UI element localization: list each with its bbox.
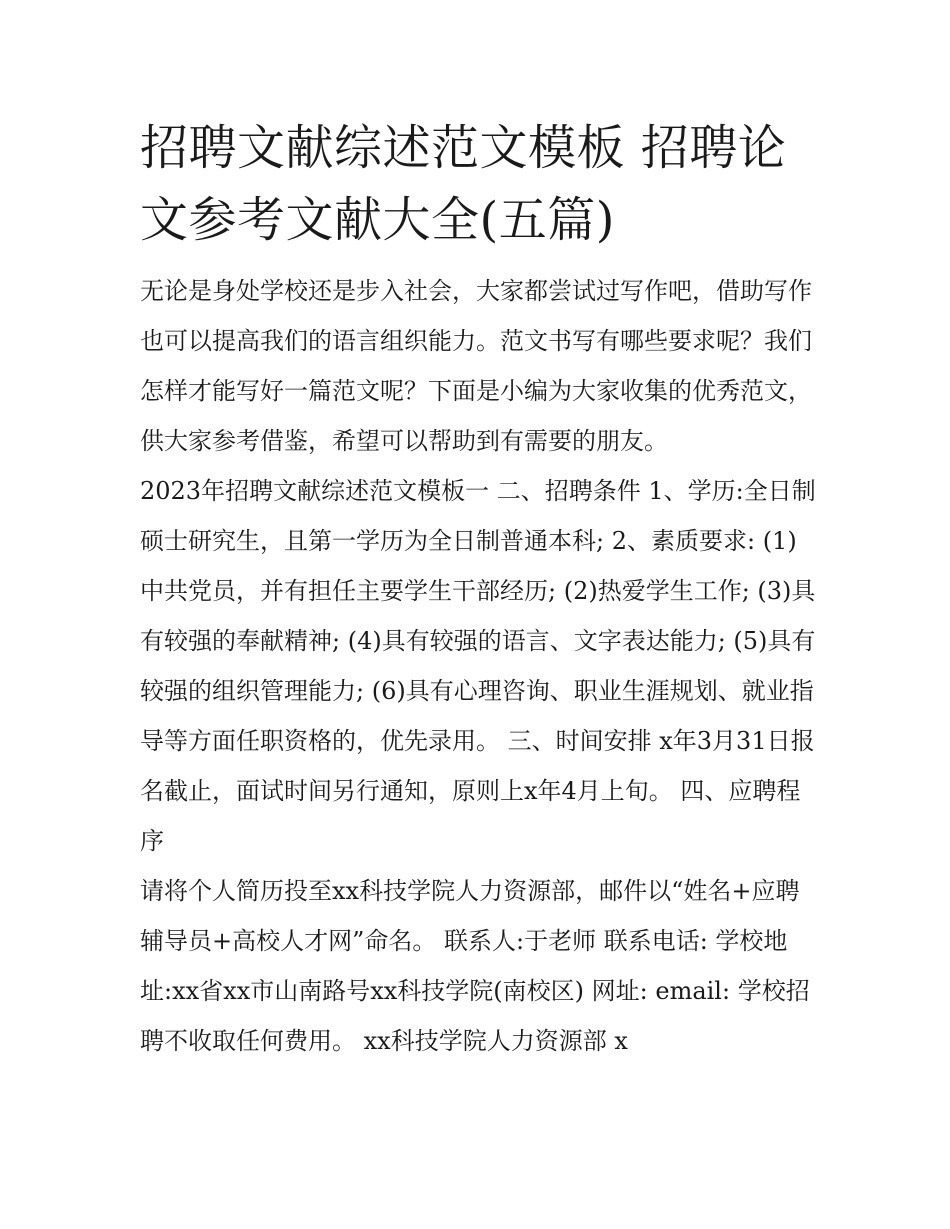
intro-paragraph: 无论是身处学校还是步入社会，大家都尝试过写作吧，借助写作也可以提高我们的语言组织能力。范文书写有哪些要求呢？我们怎样才能写好一篇范文呢？下面是小编为大家收集的优秀范文，供大家参考借鉴，希望可以帮助到有需要的朋友。: [140, 277, 812, 455]
document-title: 招聘文献综述范文模板 招聘论文参考文献大全(五篇): [140, 120, 787, 248]
document-page: [140, 112, 820, 1066]
application-contact-paragraph: 请将个人简历投至xx科技学院人力资源部，邮件以“姓名+应聘辅导员+高校人才网”命名。 联系人:于老师 联系电话: 学校地址:xx省xx市山南路号xx科技学院(南校区) 网址: email: 学校招聘不收取任何费用。 xx科技学院人力资源部 x: [140, 877, 810, 1055]
recruitment-conditions-paragraph: 2023年招聘文献综述范文模板一 二、招聘条件 1、学历:全日制硕士研究生，且第一学历为全日制普通本科; 2、素质要求: (1)中共党员，并有担任主要学生干部经历; (2)热爱学生工作; (3)具有较强的奉献精神; (4)具有较强的语言、文字表达能力; (5)具有较强的组织管理能力; (6)具有心理咨询、职业生涯规划、就业指导等方面任职资格的，优先录用。 三、时间安排 x年3月31日报名截止，面试时间另行通知，原则上x年4月上旬。 四、应聘程序: [140, 477, 816, 855]
